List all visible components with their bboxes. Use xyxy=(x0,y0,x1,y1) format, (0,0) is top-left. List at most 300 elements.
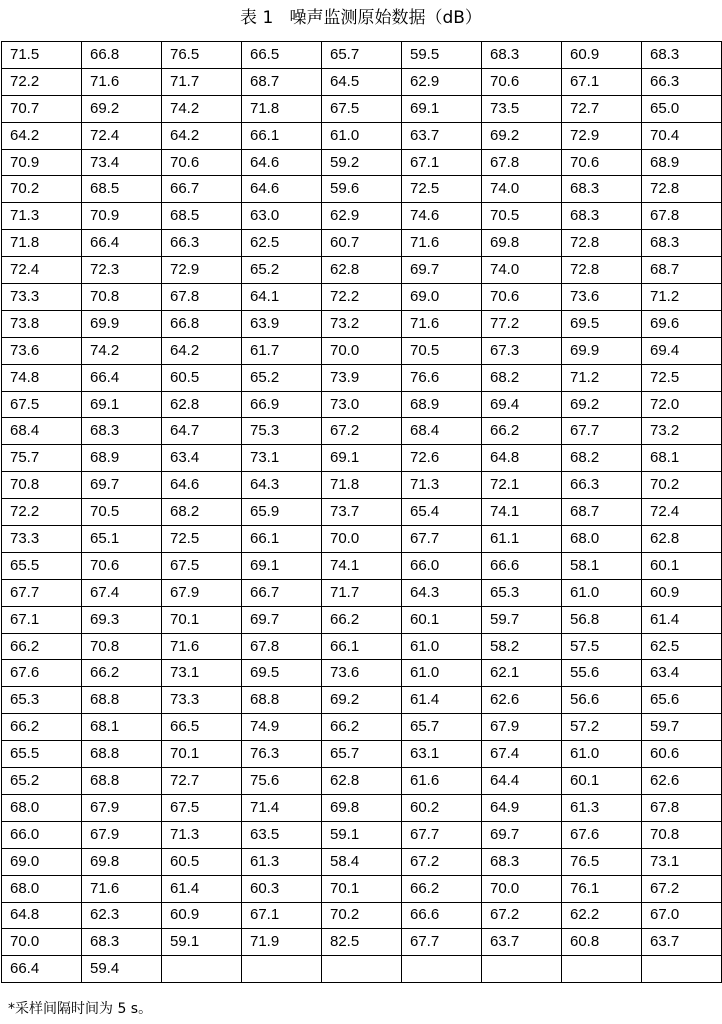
table-cell: 63.1 xyxy=(402,741,482,768)
table-cell: 72.8 xyxy=(562,257,642,284)
table-cell: 70.6 xyxy=(82,552,162,579)
table-cell: 73.8 xyxy=(2,310,82,337)
table-cell: 72.7 xyxy=(562,95,642,122)
table-cell: 56.6 xyxy=(562,687,642,714)
table-cell: 68.4 xyxy=(402,418,482,445)
table-row xyxy=(2,284,722,311)
table-cell: 62.2 xyxy=(562,902,642,929)
table-cell: 67.7 xyxy=(402,526,482,553)
table-row xyxy=(2,929,722,956)
table-cell: 66.5 xyxy=(242,42,322,69)
table-cell: 69.8 xyxy=(322,794,402,821)
table-cell: 74.1 xyxy=(482,499,562,526)
table-cell: 66.2 xyxy=(2,714,82,741)
table-cell: 66.9 xyxy=(242,391,322,418)
table-row xyxy=(2,310,722,337)
table-cell: 68.8 xyxy=(82,741,162,768)
table-cell: 68.4 xyxy=(2,418,82,445)
table-cell: 68.9 xyxy=(402,391,482,418)
table-cell: 72.9 xyxy=(162,257,242,284)
table-cell: 70.4 xyxy=(642,122,722,149)
table-cell: 58.4 xyxy=(322,848,402,875)
table-cell: 74.6 xyxy=(402,203,482,230)
table-cell: 61.4 xyxy=(162,875,242,902)
table-cell: 67.2 xyxy=(482,902,562,929)
table-cell: 68.2 xyxy=(162,499,242,526)
table-row xyxy=(2,956,722,983)
table-cell: 74.2 xyxy=(162,95,242,122)
table-cell: 74.0 xyxy=(482,176,562,203)
table-cell: 68.9 xyxy=(82,445,162,472)
table-cell: 69.5 xyxy=(562,310,642,337)
table-cell: 67.8 xyxy=(642,203,722,230)
table-cell: 72.5 xyxy=(642,364,722,391)
table-cell: 60.9 xyxy=(642,579,722,606)
table-cell: 74.9 xyxy=(242,714,322,741)
table-cell: 69.7 xyxy=(402,257,482,284)
table-cell: 70.9 xyxy=(2,149,82,176)
table-cell: 65.4 xyxy=(402,499,482,526)
table-cell: 69.2 xyxy=(82,95,162,122)
table-cell: 69.1 xyxy=(402,95,482,122)
table-cell: 65.7 xyxy=(322,42,402,69)
table-cell: 56.8 xyxy=(562,606,642,633)
table-cell: 69.8 xyxy=(82,848,162,875)
table-cell: 67.8 xyxy=(642,794,722,821)
table-cell: 63.7 xyxy=(642,929,722,956)
table-cell: 73.1 xyxy=(242,445,322,472)
table-cell: 69.0 xyxy=(402,284,482,311)
table-cell: 65.1 xyxy=(82,526,162,553)
table-cell: 71.3 xyxy=(402,472,482,499)
table-cell: 61.0 xyxy=(562,741,642,768)
table-cell: 66.2 xyxy=(322,714,402,741)
table-row xyxy=(2,257,722,284)
table-cell: 67.9 xyxy=(82,821,162,848)
table-cell: 71.9 xyxy=(242,929,322,956)
table-cell: 69.9 xyxy=(562,337,642,364)
table-cell: 66.1 xyxy=(242,526,322,553)
table-cell: 64.3 xyxy=(402,579,482,606)
table-cell: 59.5 xyxy=(402,42,482,69)
table-cell: 64.4 xyxy=(482,768,562,795)
table-row xyxy=(2,42,722,69)
table-cell: 58.1 xyxy=(562,552,642,579)
table-cell: 63.4 xyxy=(162,445,242,472)
table-cell: 70.9 xyxy=(82,203,162,230)
table-cell: 69.3 xyxy=(82,606,162,633)
table-cell: 68.3 xyxy=(482,42,562,69)
table-cell: 75.3 xyxy=(242,418,322,445)
table-cell: 65.7 xyxy=(402,714,482,741)
table-cell: 63.4 xyxy=(642,660,722,687)
table-cell: 64.6 xyxy=(242,176,322,203)
table-cell xyxy=(402,956,482,983)
table-cell: 60.1 xyxy=(642,552,722,579)
table-cell: 73.5 xyxy=(482,95,562,122)
table-cell: 67.8 xyxy=(482,149,562,176)
table-cell: 65.3 xyxy=(482,579,562,606)
table-cell: 67.5 xyxy=(322,95,402,122)
table-cell: 68.5 xyxy=(162,203,242,230)
table-cell: 67.4 xyxy=(482,741,562,768)
table-cell: 66.0 xyxy=(402,552,482,579)
table-row xyxy=(2,68,722,95)
table-cell: 68.3 xyxy=(82,929,162,956)
table-cell: 69.6 xyxy=(642,310,722,337)
table-cell: 62.9 xyxy=(402,68,482,95)
table-cell: 76.6 xyxy=(402,364,482,391)
table-cell: 62.6 xyxy=(642,768,722,795)
table-cell: 68.2 xyxy=(482,364,562,391)
table-cell: 71.6 xyxy=(162,633,242,660)
table-cell: 65.7 xyxy=(322,741,402,768)
table-row xyxy=(2,794,722,821)
table-cell: 67.9 xyxy=(82,794,162,821)
table-cell: 66.1 xyxy=(242,122,322,149)
table-row xyxy=(2,821,722,848)
table-cell: 69.7 xyxy=(242,606,322,633)
table-cell: 66.2 xyxy=(82,660,162,687)
table-cell: 66.7 xyxy=(242,579,322,606)
table-cell: 59.4 xyxy=(82,956,162,983)
table-cell: 59.6 xyxy=(322,176,402,203)
table-cell: 69.9 xyxy=(82,310,162,337)
table-cell: 70.8 xyxy=(2,472,82,499)
table-cell: 73.2 xyxy=(642,418,722,445)
table-cell: 67.7 xyxy=(2,579,82,606)
table-cell: 67.8 xyxy=(242,633,322,660)
table-cell: 62.8 xyxy=(162,391,242,418)
table-cell: 66.0 xyxy=(2,821,82,848)
table-cell: 68.1 xyxy=(82,714,162,741)
table-cell: 73.7 xyxy=(322,499,402,526)
table-cell: 71.4 xyxy=(242,794,322,821)
table-cell: 72.8 xyxy=(562,230,642,257)
table-row xyxy=(2,149,722,176)
table-cell: 62.3 xyxy=(82,902,162,929)
table-cell: 66.3 xyxy=(642,68,722,95)
table-cell: 72.5 xyxy=(162,526,242,553)
table-cell: 70.1 xyxy=(162,606,242,633)
table-row xyxy=(2,714,722,741)
table-cell: 67.5 xyxy=(162,552,242,579)
table-row xyxy=(2,606,722,633)
table-cell: 71.2 xyxy=(642,284,722,311)
table-cell: 66.3 xyxy=(562,472,642,499)
table-cell: 68.3 xyxy=(642,42,722,69)
table-cell: 73.6 xyxy=(322,660,402,687)
table-cell: 67.1 xyxy=(2,606,82,633)
table-cell: 71.2 xyxy=(562,364,642,391)
table-cell: 72.0 xyxy=(642,391,722,418)
table-cell: 66.2 xyxy=(2,633,82,660)
table-cell: 63.7 xyxy=(402,122,482,149)
table-cell: 65.6 xyxy=(642,687,722,714)
table-cell: 64.7 xyxy=(162,418,242,445)
table-cell: 68.8 xyxy=(242,687,322,714)
table-cell: 70.1 xyxy=(322,875,402,902)
table-row xyxy=(2,364,722,391)
table-cell: 70.0 xyxy=(2,929,82,956)
table-cell: 64.2 xyxy=(162,122,242,149)
table-cell: 76.1 xyxy=(562,875,642,902)
table-cell: 74.1 xyxy=(322,552,402,579)
table-cell: 69.1 xyxy=(242,552,322,579)
table-cell: 66.5 xyxy=(162,714,242,741)
table-cell: 67.2 xyxy=(322,418,402,445)
table-cell: 70.8 xyxy=(82,284,162,311)
table-cell: 69.4 xyxy=(482,391,562,418)
table-cell: 72.2 xyxy=(2,499,82,526)
table-cell: 66.2 xyxy=(402,875,482,902)
table-row xyxy=(2,848,722,875)
table-cell: 73.6 xyxy=(2,337,82,364)
table-cell: 68.3 xyxy=(642,230,722,257)
table-cell: 68.8 xyxy=(82,687,162,714)
table-cell: 70.0 xyxy=(322,526,402,553)
table-cell: 68.1 xyxy=(642,445,722,472)
table-cell: 63.9 xyxy=(242,310,322,337)
table-cell: 72.4 xyxy=(642,499,722,526)
table-cell xyxy=(242,956,322,983)
table-cell: 70.6 xyxy=(482,284,562,311)
table-cell: 70.1 xyxy=(162,741,242,768)
noise-data-table xyxy=(1,41,722,983)
table-cell: 65.0 xyxy=(642,95,722,122)
table-cell: 67.1 xyxy=(562,68,642,95)
table-cell: 60.7 xyxy=(322,230,402,257)
table-row xyxy=(2,391,722,418)
table-cell: 68.3 xyxy=(562,176,642,203)
table-cell: 69.5 xyxy=(242,660,322,687)
table-cell: 69.2 xyxy=(322,687,402,714)
table-cell: 66.8 xyxy=(82,42,162,69)
table-cell: 57.2 xyxy=(562,714,642,741)
table-row xyxy=(2,552,722,579)
table-cell: 64.9 xyxy=(482,794,562,821)
table-cell: 67.2 xyxy=(402,848,482,875)
table-cell: 74.2 xyxy=(82,337,162,364)
table-cell: 62.5 xyxy=(642,633,722,660)
table-cell: 71.3 xyxy=(162,821,242,848)
table-row xyxy=(2,499,722,526)
table-cell: 72.1 xyxy=(482,472,562,499)
table-cell: 61.1 xyxy=(482,526,562,553)
table-cell: 73.0 xyxy=(322,391,402,418)
table-cell: 73.3 xyxy=(162,687,242,714)
table-cell: 61.0 xyxy=(402,660,482,687)
table-cell: 64.1 xyxy=(242,284,322,311)
table-cell: 69.1 xyxy=(82,391,162,418)
table-row xyxy=(2,95,722,122)
table-cell: 64.3 xyxy=(242,472,322,499)
table-cell: 69.4 xyxy=(642,337,722,364)
table-cell: 61.4 xyxy=(402,687,482,714)
table-cell: 65.5 xyxy=(2,741,82,768)
table-cell: 69.0 xyxy=(2,848,82,875)
table-cell: 61.6 xyxy=(402,768,482,795)
table-cell: 65.2 xyxy=(242,364,322,391)
table-cell: 70.2 xyxy=(322,902,402,929)
table-row xyxy=(2,337,722,364)
table-cell: 66.4 xyxy=(82,230,162,257)
table-cell: 72.6 xyxy=(402,445,482,472)
table-cell: 59.1 xyxy=(322,821,402,848)
table-cell xyxy=(162,956,242,983)
table-cell: 59.1 xyxy=(162,929,242,956)
table-cell: 66.1 xyxy=(322,633,402,660)
table-cell: 76.3 xyxy=(242,741,322,768)
table-cell: 71.7 xyxy=(322,579,402,606)
table-cell: 61.4 xyxy=(642,606,722,633)
table-cell: 70.5 xyxy=(82,499,162,526)
table-cell: 63.5 xyxy=(242,821,322,848)
table-row xyxy=(2,875,722,902)
table-cell: 68.3 xyxy=(562,203,642,230)
table-row xyxy=(2,230,722,257)
table-cell: 71.5 xyxy=(2,42,82,69)
table-cell: 60.9 xyxy=(162,902,242,929)
table-cell: 70.6 xyxy=(562,149,642,176)
table-cell: 71.7 xyxy=(162,68,242,95)
table-cell: 70.5 xyxy=(402,337,482,364)
table-cell: 67.0 xyxy=(642,902,722,929)
table-cell: 70.7 xyxy=(2,95,82,122)
table-cell: 69.1 xyxy=(322,445,402,472)
table-cell: 60.8 xyxy=(562,929,642,956)
table-cell: 75.7 xyxy=(2,445,82,472)
table-cell: 68.8 xyxy=(82,768,162,795)
table-cell: 66.6 xyxy=(482,552,562,579)
table-cell: 72.4 xyxy=(82,122,162,149)
table-cell: 68.0 xyxy=(2,875,82,902)
table-cell: 59.7 xyxy=(482,606,562,633)
table-cell: 73.9 xyxy=(322,364,402,391)
table-cell: 72.8 xyxy=(642,176,722,203)
table-cell: 72.3 xyxy=(82,257,162,284)
table-cell: 60.9 xyxy=(562,42,642,69)
table-cell: 61.0 xyxy=(562,579,642,606)
table-cell: 73.1 xyxy=(162,660,242,687)
table-cell: 60.5 xyxy=(162,364,242,391)
table-cell: 68.7 xyxy=(242,68,322,95)
table-cell: 68.7 xyxy=(642,257,722,284)
table-cell: 71.8 xyxy=(242,95,322,122)
table-cell: 61.0 xyxy=(402,633,482,660)
table-cell: 62.6 xyxy=(482,687,562,714)
table-cell: 64.6 xyxy=(162,472,242,499)
table-cell: 72.2 xyxy=(2,68,82,95)
table-cell: 64.8 xyxy=(482,445,562,472)
table-cell: 62.8 xyxy=(642,526,722,553)
table-cell: 73.2 xyxy=(322,310,402,337)
table-cell: 64.2 xyxy=(2,122,82,149)
table-cell: 67.7 xyxy=(402,821,482,848)
table-cell: 60.1 xyxy=(562,768,642,795)
table-cell: 67.7 xyxy=(562,418,642,445)
table-cell: 64.2 xyxy=(162,337,242,364)
table-cell: 73.4 xyxy=(82,149,162,176)
table-cell: 67.9 xyxy=(482,714,562,741)
table-cell: 66.4 xyxy=(2,956,82,983)
table-cell: 65.5 xyxy=(2,552,82,579)
table-cell: 67.6 xyxy=(562,821,642,848)
table-row xyxy=(2,633,722,660)
table-cell: 72.7 xyxy=(162,768,242,795)
table-row xyxy=(2,687,722,714)
table-row xyxy=(2,741,722,768)
table-cell: 57.5 xyxy=(562,633,642,660)
table-cell: 68.5 xyxy=(82,176,162,203)
table-cell: 63.0 xyxy=(242,203,322,230)
table-cell: 73.3 xyxy=(2,284,82,311)
table-cell: 66.7 xyxy=(162,176,242,203)
table-cell: 69.7 xyxy=(82,472,162,499)
table-cell: 68.2 xyxy=(562,445,642,472)
table-cell: 62.9 xyxy=(322,203,402,230)
table-row xyxy=(2,579,722,606)
table-cell: 76.5 xyxy=(562,848,642,875)
table-cell: 67.9 xyxy=(162,579,242,606)
table-row xyxy=(2,445,722,472)
table-cell: 71.6 xyxy=(402,310,482,337)
table-cell: 68.0 xyxy=(2,794,82,821)
table-cell: 61.3 xyxy=(562,794,642,821)
table-cell: 67.5 xyxy=(162,794,242,821)
table-cell: 70.8 xyxy=(642,821,722,848)
table-cell: 75.6 xyxy=(242,768,322,795)
table-cell: 70.6 xyxy=(482,68,562,95)
table-row xyxy=(2,472,722,499)
table-cell: 68.9 xyxy=(642,149,722,176)
table-cell: 74.0 xyxy=(482,257,562,284)
table-cell: 61.3 xyxy=(242,848,322,875)
table-cell: 66.2 xyxy=(482,418,562,445)
table-cell: 76.5 xyxy=(162,42,242,69)
table-cell: 68.7 xyxy=(562,499,642,526)
table-cell: 68.3 xyxy=(482,848,562,875)
table-cell: 59.7 xyxy=(642,714,722,741)
table-cell: 71.6 xyxy=(82,875,162,902)
table-cell: 67.2 xyxy=(642,875,722,902)
table-cell: 60.2 xyxy=(402,794,482,821)
table-cell: 58.2 xyxy=(482,633,562,660)
table-cell: 60.1 xyxy=(402,606,482,633)
table-cell: 73.1 xyxy=(642,848,722,875)
sampling-interval-footnote: *采样间隔时间为 5 s。 xyxy=(8,1001,153,1017)
table-cell: 69.8 xyxy=(482,230,562,257)
table-cell: 69.2 xyxy=(482,122,562,149)
table-cell xyxy=(482,956,562,983)
table-cell: 67.3 xyxy=(482,337,562,364)
table-cell: 64.6 xyxy=(242,149,322,176)
table-cell: 70.6 xyxy=(162,149,242,176)
table-cell: 59.2 xyxy=(322,149,402,176)
table-cell: 71.6 xyxy=(402,230,482,257)
table-cell: 71.3 xyxy=(2,203,82,230)
table-cell: 66.3 xyxy=(162,230,242,257)
table-cell xyxy=(642,956,722,983)
table-cell: 62.8 xyxy=(322,257,402,284)
table-cell: 66.4 xyxy=(82,364,162,391)
table-row xyxy=(2,418,722,445)
noise-data-table-body xyxy=(2,42,722,983)
table-cell: 66.6 xyxy=(402,902,482,929)
table-cell: 55.6 xyxy=(562,660,642,687)
table-cell: 64.8 xyxy=(2,902,82,929)
table-cell: 67.6 xyxy=(2,660,82,687)
